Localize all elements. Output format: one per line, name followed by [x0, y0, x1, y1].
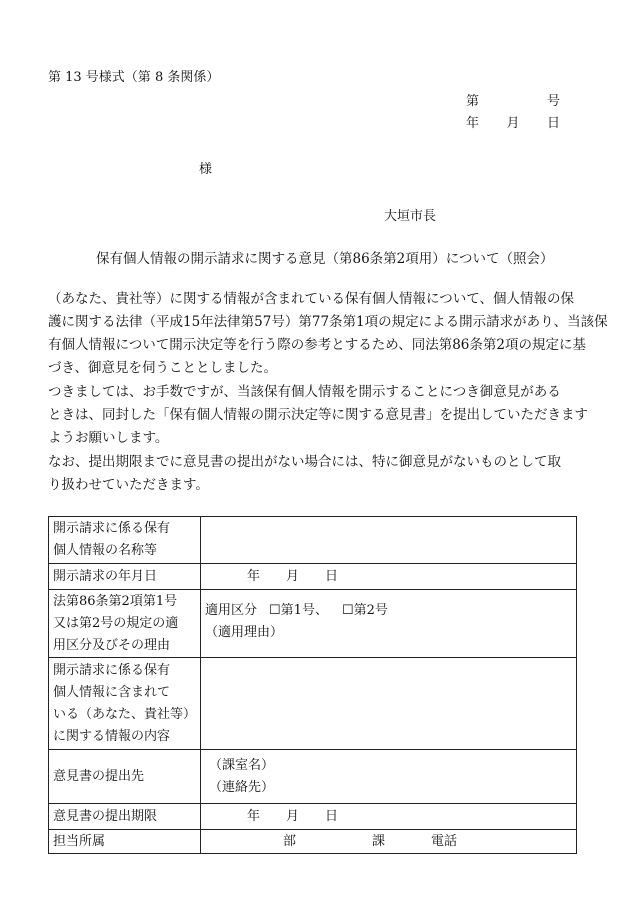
label-request-date: 開示請求の年月日 — [49, 564, 201, 590]
label-info-content — [49, 658, 201, 750]
paragraph-3 — [48, 451, 583, 497]
department-label: （課室名） — [209, 757, 275, 773]
sender: 大垣市長 — [384, 209, 437, 224]
document-number — [466, 90, 560, 109]
value-submit-to — [201, 750, 577, 804]
label-department: 担当所属 — [49, 830, 201, 854]
table-row — [49, 658, 577, 750]
label-line: 個人情報の名称等 — [53, 543, 158, 558]
value-department — [201, 830, 577, 854]
paragraph-line: り扱わせていただきます。 — [48, 477, 209, 493]
paragraph-line: づき、御意見を伺うこととしました。 — [48, 360, 277, 376]
phone-label: 電話 — [431, 833, 458, 849]
reason-label: （適用理由） — [205, 625, 284, 640]
label-deadline: 意見書の提出期限 — [49, 804, 201, 830]
label-line: 開示請求に係る保有 — [53, 521, 171, 536]
label-line: 法第86条第2項第1号 — [53, 593, 178, 609]
value-request-date — [201, 564, 577, 590]
label-category — [49, 590, 201, 658]
paragraph-2 — [48, 381, 588, 450]
date-year: 年 — [247, 568, 261, 584]
table-row — [49, 564, 577, 590]
date-month: 月 — [286, 568, 300, 584]
value-category — [201, 590, 577, 658]
label-line: 開示請求に係る保有 — [53, 662, 171, 678]
table-row — [49, 804, 577, 830]
date-month: 月 — [506, 116, 520, 131]
date-month: 月 — [286, 808, 300, 824]
category-line — [205, 600, 572, 622]
category-prefix: 適用区分 — [205, 603, 258, 618]
paragraph-line: ようお願いします。 — [48, 430, 169, 446]
option-1-checkbox[interactable]: ☐第1号、 — [269, 603, 328, 618]
table-row — [49, 590, 577, 658]
doc-number-prefix: 第 — [466, 94, 480, 109]
date-year: 年 — [247, 808, 261, 824]
value-info-name — [201, 517, 577, 564]
paragraph-line: （あなた、貴社等）に関する情報が含まれている保有個人情報について、個人情報の保 — [48, 291, 574, 307]
date-day: 日 — [325, 808, 339, 824]
date-day: 日 — [325, 568, 339, 584]
value-deadline — [201, 804, 577, 830]
document-title: 保有個人情報の開示請求に関する意見（第86条第2項用）について（照会） — [96, 251, 554, 267]
paragraph-line: 有個人情報について開示決定等を行う際の参考とするため、同法第86条第2項の規定に基 — [48, 337, 586, 353]
label-line: に関する情報の内容 — [53, 728, 171, 744]
table-row — [49, 517, 577, 564]
section-label: 課 — [372, 833, 386, 849]
division-label: 部 — [283, 833, 297, 849]
doc-number-suffix: 号 — [546, 94, 560, 109]
table-row — [49, 750, 577, 804]
value-info-content — [201, 658, 577, 750]
option-2-checkbox[interactable]: ☐第2号 — [341, 603, 388, 618]
label-line: 又は第2号の規定の適 — [53, 615, 179, 631]
paragraph-1 — [48, 288, 608, 380]
label-info-name — [49, 517, 201, 564]
date-day: 日 — [546, 116, 560, 131]
table-row — [49, 830, 577, 854]
date-year: 年 — [466, 116, 480, 131]
label-line: 用区分及びその理由 — [53, 637, 171, 653]
contact-label: （連絡先） — [209, 779, 275, 795]
label-line: いる（あなた、貴社等） — [53, 706, 197, 722]
paragraph-line: 護に関する法律（平成15年法律第57号）第77条第1項の規定による開示請求があり、当該保 — [48, 314, 608, 330]
label-line: 個人情報に含まれて — [53, 684, 171, 700]
form-number: 第 13 号様式（第 8 条関係） — [48, 70, 220, 85]
request-info-table — [48, 516, 577, 854]
document-date — [466, 112, 560, 131]
addressee: 様 — [199, 162, 213, 177]
paragraph-line: なお、提出期限までに意見書の提出がない場合には、特に御意見がないものとして取 — [48, 454, 561, 470]
paragraph-line: ときは、同封した「保有個人情報の開示決定等に関する意見書」を提出していただきます — [48, 407, 588, 423]
paragraph-line: つきましては、お手数ですが、当該保有個人情報を開示することにつき御意見がある — [48, 384, 561, 400]
label-submit-to: 意見書の提出先 — [49, 750, 201, 804]
